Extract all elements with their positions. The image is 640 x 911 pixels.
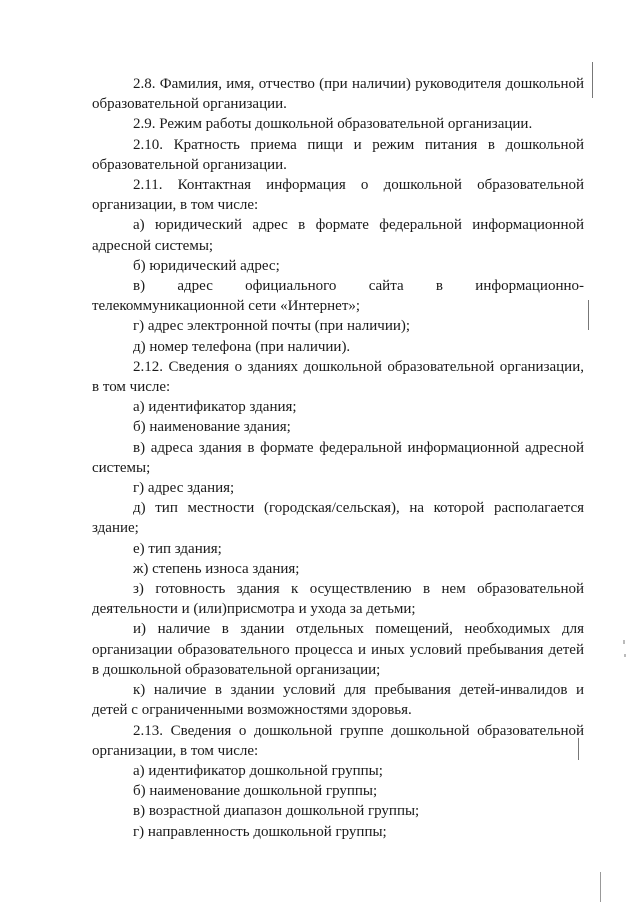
scan-mark bbox=[624, 654, 626, 657]
list-item-2-12-g: г) адрес здания; bbox=[133, 480, 235, 497]
list-item-2-12-z: з) готовность здания к осуществлению в нем образовательной деятельности и (или)присмотра и ухода за детьми; bbox=[92, 581, 584, 618]
list-item-2-12-v: в) адреса здания в формате федеральной информационной адресной системы; bbox=[92, 439, 584, 476]
paragraph-2-13: 2.13. Сведения о дошкольной группе дошкольной образовательной организации, в том числе: bbox=[92, 722, 584, 759]
scan-mark bbox=[600, 872, 601, 902]
scan-mark bbox=[623, 640, 625, 644]
list-item-2-13-b: б) наименование дошкольной группы; bbox=[133, 783, 378, 800]
list-item-2-12-b: б) наименование здания; bbox=[133, 419, 291, 436]
list-item-2-11-a: а) юридический адрес в формате федеральной информационной адресной системы; bbox=[92, 217, 584, 254]
list-item-2-13-a: а) идентификатор дошкольной группы; bbox=[133, 762, 383, 779]
list-item-2-11-d: д) номер телефона (при наличии). bbox=[133, 338, 351, 355]
paragraph-2-11: 2.11. Контактная информация о дошкольной образовательной организации, в том числе: bbox=[92, 177, 584, 214]
list-item-2-12-zh: ж) степень износа здания; bbox=[133, 560, 300, 577]
list-item-2-11-v: в) адрес официального сайта в информационно-телекоммуникационной сети «Интернет»; bbox=[92, 278, 584, 315]
paragraph-2-12: 2.12. Сведения о зданиях дошкольной образовательной организации, в том числе: bbox=[92, 358, 584, 396]
list-item-2-11-b: б) юридический адрес; bbox=[133, 257, 280, 274]
scan-mark bbox=[592, 62, 593, 98]
scan-mark bbox=[588, 300, 589, 330]
scan-mark bbox=[578, 738, 579, 760]
paragraph-2-8: 2.8. Фамилия, имя, отчество (при наличии) руководителя дошкольной образовательной организации. bbox=[92, 76, 584, 113]
list-item-2-13-v: в) возрастной диапазон дошкольной группы; bbox=[133, 803, 420, 820]
list-item-2-12-e: е) тип здания; bbox=[133, 540, 222, 557]
list-item-2-12-i: и) наличие в здании отдельных помещений, необходимых для организации образовательного процесса и иных условий пребывания детей в дошкольной образовательной организации; bbox=[92, 621, 584, 678]
list-item-2-12-d: д) тип местности (городская/сельская), на которой располагается здание; bbox=[92, 500, 584, 537]
paragraph-2-10: 2.10. Кратность приема пищи и режим питания в дошкольной образовательной организации. bbox=[92, 136, 584, 173]
list-item-2-13-g: г) направленность дошкольной группы; bbox=[133, 823, 387, 840]
paragraph-2-9: 2.9. Режим работы дошкольной образовательной организации. bbox=[133, 116, 533, 133]
list-item-2-12-k: к) наличие в здании условий для пребывания детей-инвалидов и детей с ограниченными возможностями здоровья. bbox=[92, 682, 584, 719]
list-item-2-12-a: а) идентификатор здания; bbox=[133, 399, 297, 416]
list-item-2-11-g: г) адрес электронной почты (при наличии); bbox=[133, 318, 411, 335]
document-body bbox=[92, 74, 584, 842]
